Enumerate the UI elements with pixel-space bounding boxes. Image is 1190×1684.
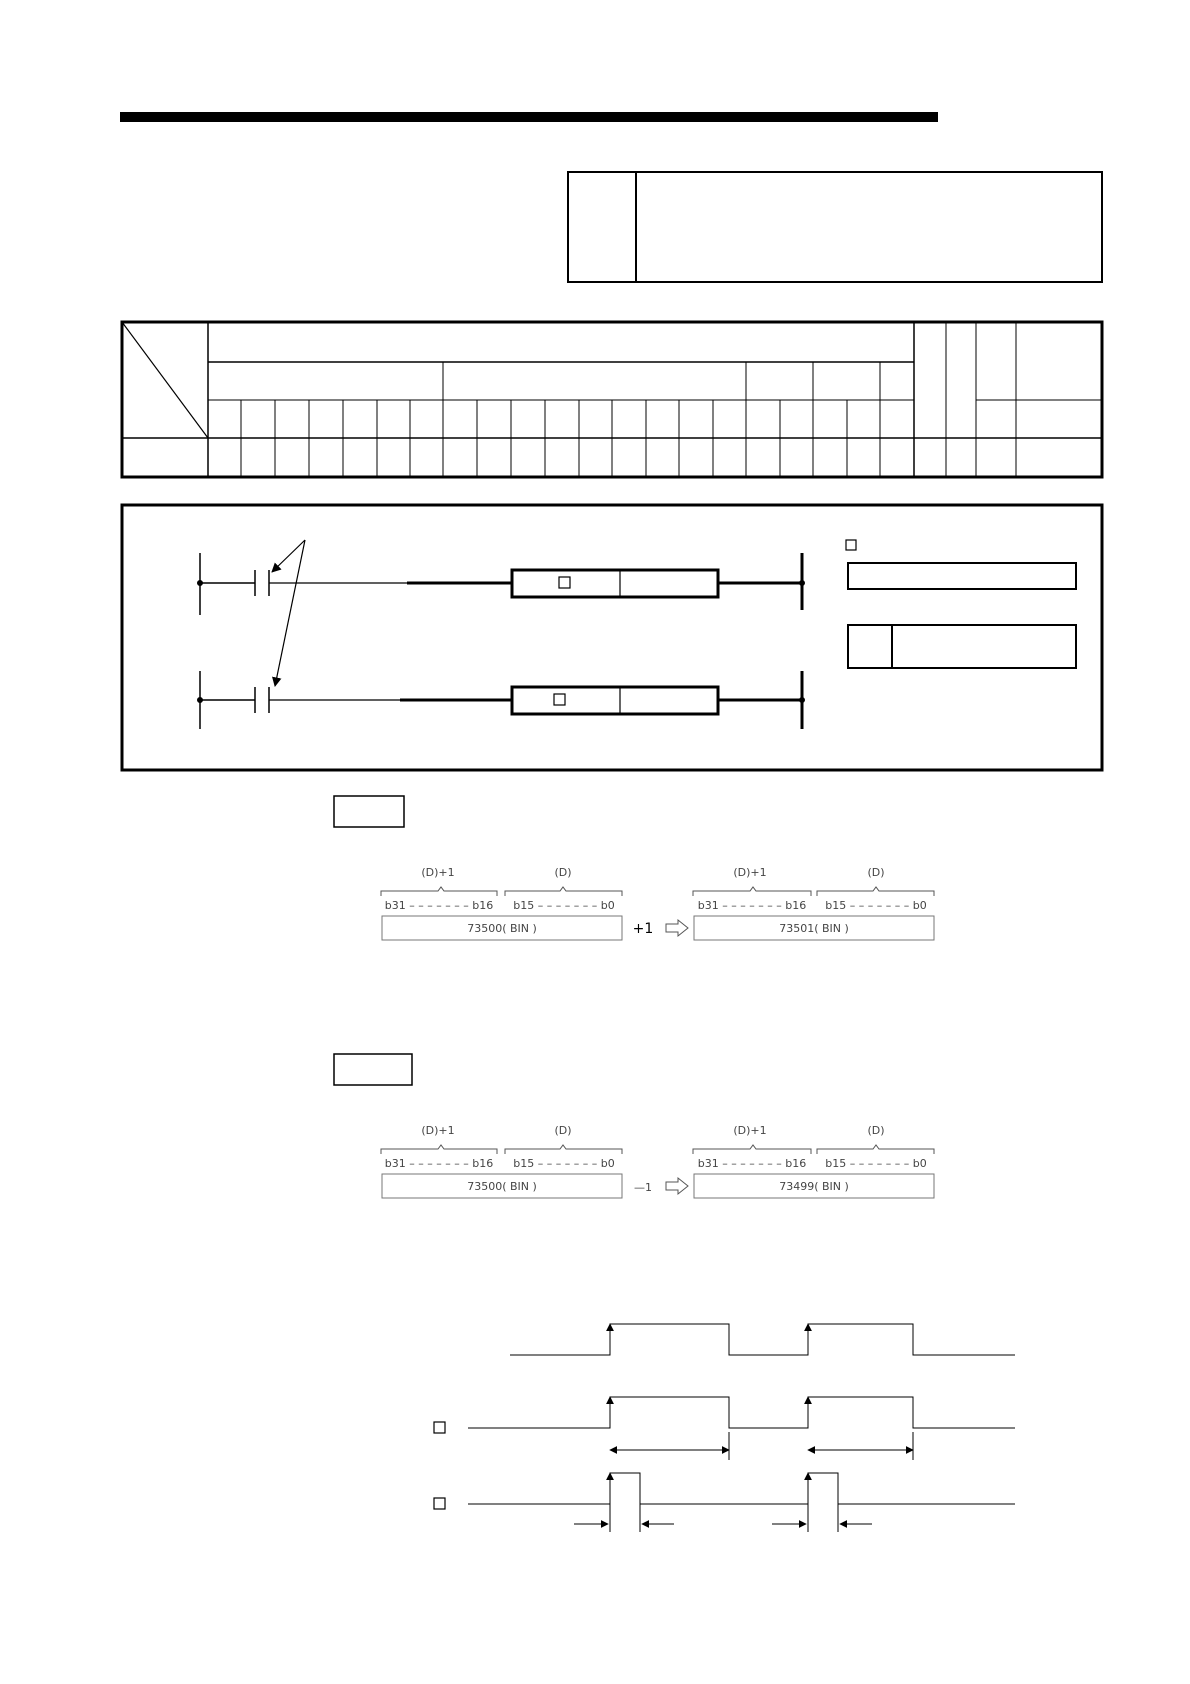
ladder-diagram-box: [122, 505, 1102, 770]
ladder-rung-2: [198, 671, 805, 729]
dec-label-d-low: (D): [554, 1124, 572, 1137]
inc-bits-high: b31 – – – – – – – b16: [384, 899, 494, 912]
increment-diagram: [381, 866, 934, 940]
inc-section-label-box: [334, 796, 404, 827]
dec-bits-low-after: b15 – – – – – – – b0: [825, 1157, 927, 1170]
dec-value-after: 73499( BIN ): [779, 1180, 849, 1193]
dec-value-before: 73500( BIN ): [467, 1180, 537, 1193]
inc-label-d-high: (D)+1: [421, 866, 455, 879]
contact-callout-arrows: [272, 540, 305, 686]
decrement-diagram: [381, 1124, 934, 1198]
timing-signal-3: [468, 1473, 1015, 1504]
timing-signal-1: [510, 1324, 1015, 1355]
dec-label-d-low-after: (D): [867, 1124, 885, 1137]
timing-signal-3-marker: [434, 1498, 445, 1509]
inc-bits-low-after: b15 – – – – – – – b0: [825, 899, 927, 912]
dec-bits-high-after: b31 – – – – – – – b16: [697, 1157, 807, 1170]
dec-label-d-high: (D)+1: [421, 1124, 455, 1137]
dec-label-d-high-after: (D)+1: [733, 1124, 767, 1137]
header-rule: [120, 112, 938, 122]
timing-signal-2-marker: [434, 1422, 445, 1433]
inc-value-after: 73501( BIN ): [779, 922, 849, 935]
dec-bits-high: b31 – – – – – – – b16: [384, 1157, 494, 1170]
inc-value-before: 73500( BIN ): [467, 922, 537, 935]
devices-table: [122, 322, 1102, 477]
inc-operator: +1: [632, 921, 654, 937]
dec-operator: —1: [634, 1181, 652, 1194]
inc-label-d-high-after: (D)+1: [733, 866, 767, 879]
dec-bits-low: b15 – – – – – – – b0: [513, 1157, 615, 1170]
inc-bits-low: b15 – – – – – – – b0: [513, 899, 615, 912]
inc-label-d-low: (D): [554, 866, 572, 879]
command-name-box: [568, 172, 1102, 282]
timing-signal-2: [468, 1397, 1015, 1428]
timing-chart: [434, 1324, 1015, 1532]
inc-bits-high-after: b31 – – – – – – – b16: [697, 899, 807, 912]
ladder-legend: [846, 540, 1076, 668]
ladder-rung-1: [198, 553, 805, 615]
inc-label-d-low-after: (D): [867, 866, 885, 879]
dec-section-label-box: [334, 1054, 412, 1085]
